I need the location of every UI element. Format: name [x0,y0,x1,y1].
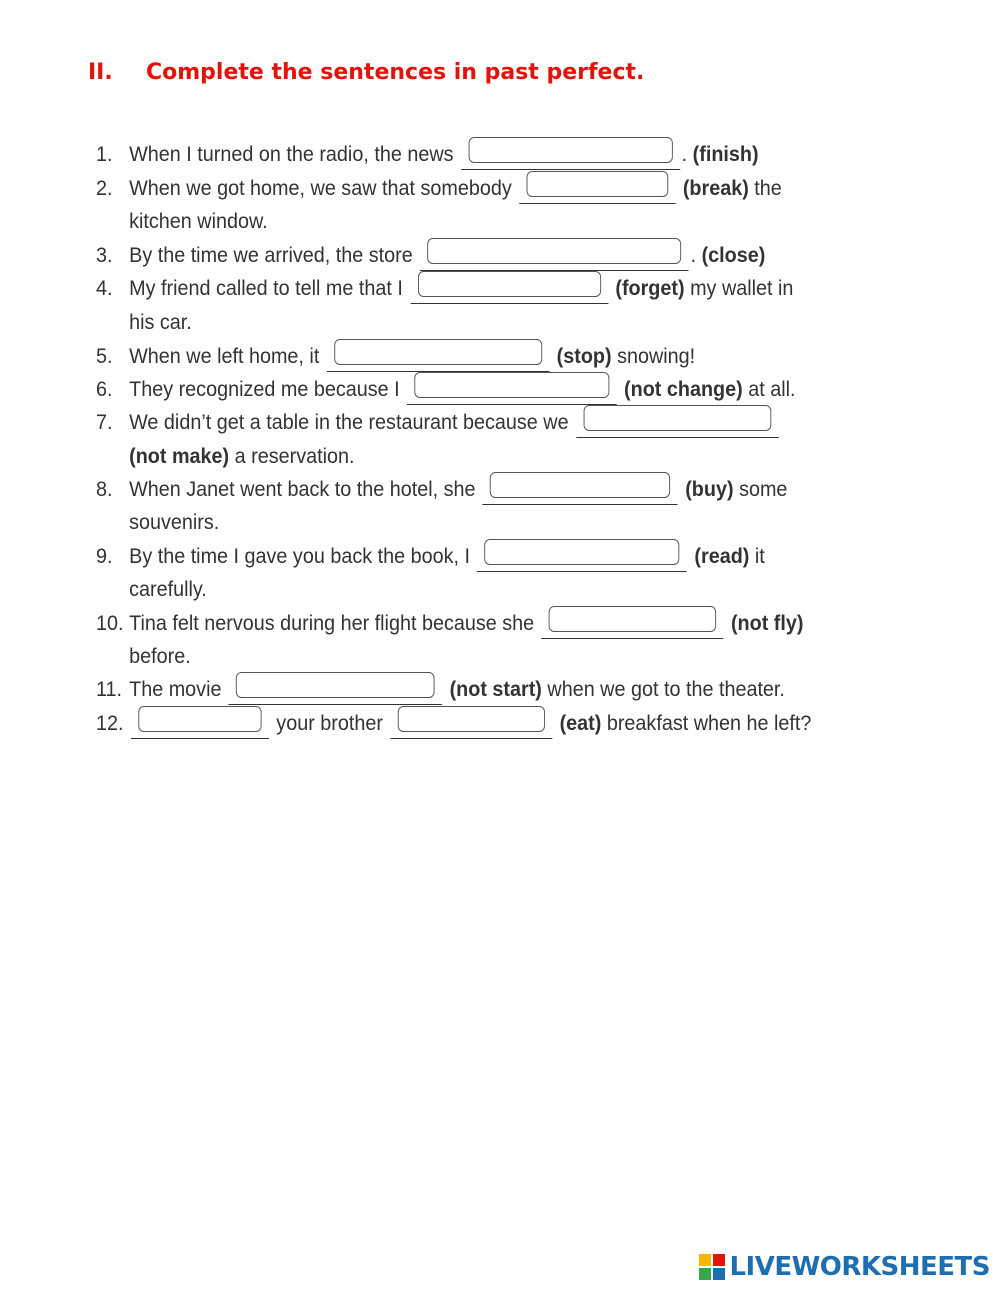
verb-hint: (finish) [692,142,759,166]
liveworksheets-logo [699,1252,990,1282]
question-text: souvenirs. [129,510,220,534]
question-number: 3. [96,243,113,267]
answer-12a-input[interactable] [138,706,261,732]
logo-icon [699,1254,725,1280]
heading-text: Complete the sentences in past perfect. [146,60,645,85]
question-number: 6. [96,377,113,401]
answer-4-input[interactable] [418,271,601,297]
worksheet-heading [88,60,644,85]
answer-3-input[interactable] [427,238,681,264]
question-text: Tina felt nervous during her flight because she [129,611,535,635]
question-7-continued [96,440,354,472]
answer-8-input[interactable] [490,472,670,498]
answer-2-input[interactable] [526,171,668,197]
question-6 [96,373,796,405]
question-text: my wallet in [690,276,794,300]
verb-hint: (not start) [449,677,542,701]
question-number: 8. [96,477,113,501]
answer-blank [519,177,675,204]
question-text: . [690,243,697,267]
answer-blank [483,478,678,505]
question-text: kitchen window. [129,209,268,233]
question-number: 9. [96,544,113,568]
question-9 [96,540,765,572]
question-text: The movie [129,677,222,701]
logo-text: LIVEWORKSHEETS [729,1252,990,1282]
answer-blank [131,712,269,739]
question-text: breakfast when he left? [606,711,812,735]
question-text: When Janet went back to the hotel, she [129,477,476,501]
question-text: it [754,544,765,568]
question-text: the [754,176,782,200]
question-4 [96,272,793,304]
question-9-continued [96,573,207,605]
question-text: They recognized me because I [129,377,400,401]
answer-blank [390,712,552,739]
answer-blank [541,612,723,639]
answer-blank [410,277,608,304]
verb-hint: (eat) [559,711,602,735]
question-text: his car. [129,310,192,334]
heading-number: II. [88,60,113,85]
question-11 [96,673,785,705]
answer-blank [229,678,442,705]
question-text: When we left home, it [129,344,320,368]
answer-9-input[interactable] [485,539,680,565]
question-text: carefully. [129,577,207,601]
question-8-continued [96,506,219,538]
question-text: when we got to the theater. [547,677,785,701]
question-text: My friend called to tell me that I [129,276,403,300]
logo-icon-square [699,1268,711,1280]
answer-blank [576,411,778,438]
question-text: some [739,477,788,501]
question-number: 11. [96,677,123,701]
answer-1-input[interactable] [468,137,672,163]
question-text: We didn’t get a table in the restaurant because we [129,410,569,434]
answer-11-input[interactable] [236,672,435,698]
logo-icon-square [699,1254,711,1266]
answer-6-input[interactable] [414,372,609,398]
question-1 [96,138,759,170]
question-text: When we got home, we saw that somebody [129,176,512,200]
question-4-continued [96,306,192,338]
question-12 [96,707,811,739]
question-5 [96,340,695,372]
question-10 [96,607,803,639]
question-text: By the time we arrived, the store [129,243,413,267]
verb-hint: (buy) [685,477,734,501]
verb-hint: (break) [682,176,749,200]
answer-blank [327,345,550,372]
question-number: 4. [96,276,113,300]
verb-hint: (not make) [129,444,230,468]
answer-5-input[interactable] [334,339,542,365]
answer-blank [477,545,687,572]
answer-blank [420,244,689,271]
question-text: a reservation. [234,444,355,468]
question-number: 1. [96,142,113,166]
question-3 [96,239,765,271]
verb-hint: (not change) [624,377,743,401]
question-text: your brother [276,711,383,735]
question-10-continued [96,640,191,672]
answer-12b-input[interactable] [398,706,545,732]
question-text: snowing! [617,344,696,368]
question-number: 7. [96,410,113,434]
question-text: . [681,142,688,166]
question-2-continued [96,205,268,237]
question-2 [96,172,782,204]
question-8 [96,473,787,505]
verb-hint: (read) [694,544,750,568]
question-text: By the time I gave you back the book, I [129,544,470,568]
question-text: at all. [748,377,796,401]
answer-blank [461,143,680,170]
verb-hint: (close) [701,243,766,267]
verb-hint: (not fly) [730,611,804,635]
question-7 [96,406,780,438]
answer-7-input[interactable] [583,405,771,431]
logo-icon-square [713,1268,725,1280]
question-number: 5. [96,344,113,368]
question-number: 10. [96,611,124,635]
question-text: before. [129,644,191,668]
question-number: 2. [96,176,113,200]
answer-10-input[interactable] [549,606,716,632]
logo-icon-square [713,1254,725,1266]
answer-blank [407,378,617,405]
verb-hint: (forget) [615,276,685,300]
question-number: 12. [96,711,124,735]
question-text: When I turned on the radio, the news [129,142,454,166]
verb-hint: (stop) [556,344,612,368]
